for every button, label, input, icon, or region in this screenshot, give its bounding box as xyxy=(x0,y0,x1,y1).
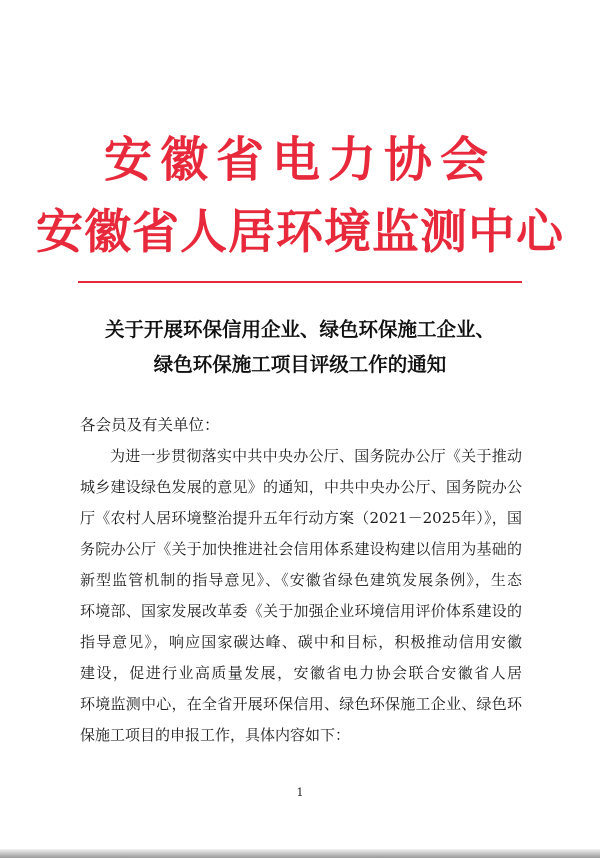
org-name-line-2: 安徽省人居环境监测中心 xyxy=(36,205,564,260)
body-text-line: 新型监管机制的指导意见》、《安徽省绿色建筑发展条例》，生态 xyxy=(80,571,522,589)
body-text-line: 务院办公厅《关于加快推进社会信用体系建设构建以信用为基础的 xyxy=(80,540,522,558)
body-text-line: 城乡建设绿色发展的意见》的通知，中共中央办公厅、国务院办公 xyxy=(80,478,522,496)
body-text-line: 环境监测中心，在全省开展环保信用、绿色环保施工企业、绿色环 xyxy=(80,695,522,713)
body-text-line: 厅《农村人居环境整治提升五年行动方案（2021－2025年）》，国 xyxy=(80,509,522,527)
salutation: 各会员及有关单位： xyxy=(80,416,220,434)
body-text-line: 保施工项目的申报工作，具体内容如下： xyxy=(80,726,351,744)
body-text-line: 为进一步贯彻落实中共中央办公厅、国务院办公厅《关于推动 xyxy=(110,447,522,465)
body-text-line: 指导意见》，响应国家碳达峰、碳中和目标，积极推动信用安徽 xyxy=(80,633,522,651)
document-title-line-2: 绿色环保施工项目评级工作的通知 xyxy=(153,353,447,376)
red-divider xyxy=(78,281,522,283)
body-text-line: 环境部、国家发展改革委《关于加强企业环境信用评价体系建设的 xyxy=(80,602,522,620)
page-number: 1 xyxy=(296,786,304,799)
org-name-line-1: 安徽省电力协会 xyxy=(103,132,496,188)
body-text-line: 建设，促进行业高质量发展，安徽省电力协会联合安徽省人居 xyxy=(80,664,522,682)
document-title-line-1: 关于开展环保信用企业、绿色环保施工企业、 xyxy=(104,318,495,341)
scan-bottom-edge xyxy=(0,849,600,858)
